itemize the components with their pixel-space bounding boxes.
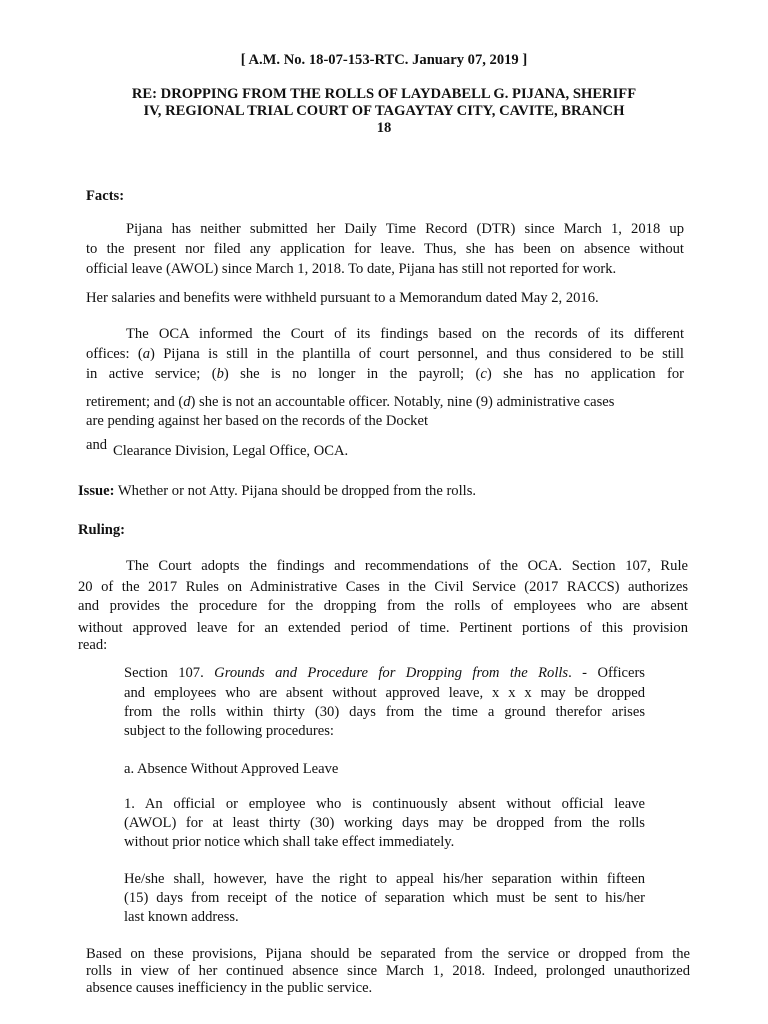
- quote-item-1-line-2: (AWOL) for at least thirty (30) working days may be dropped from the rolls: [124, 815, 645, 831]
- quote-appeal-line-1: He/she shall, however, have the right to appeal his/her separation within fifteen: [124, 871, 645, 887]
- case-title-line-3: 18: [376, 120, 392, 136]
- quote-section-title: Grounds and Procedure for Dropping from the Rolls: [214, 665, 569, 681]
- quote-item-1-line-3: without prior notice which shall take effect immediately.: [124, 834, 455, 850]
- case-title-line-2: IV, REGIONAL TRIAL COURT OF TAGAYTAY CITY, CAVITE, BRANCH: [143, 103, 625, 119]
- quote-line-2: and employees who are absent without approved leave, x x x may be dropped: [124, 685, 645, 701]
- quote-line-4: subject to the following procedures:: [124, 723, 334, 739]
- ruling-p1-line-2: 20 of the 2017 Rules on Administrative Cases in the Civil Service (2017 RACCS) authorizes: [78, 579, 688, 595]
- conclusion-line-2: rolls in view of her continued absence since March 1, 2018. Indeed, prolonged unauthorized: [86, 963, 690, 979]
- conclusion-line-3: absence causes inefficiency in the public service.: [86, 980, 373, 996]
- quote-appeal-line-2: (15) days from receipt of the notice of separation which must be sent to his/her: [124, 890, 645, 906]
- issue-line: [78, 482, 476, 501]
- quote-section-line: Section 107. Grounds and Procedure for Dropping from the Rolls. - Officers: [124, 665, 645, 681]
- facts-p3-and: and: [86, 437, 108, 453]
- quote-item-1-line-1: 1. An official or employee who is continuously absent without official leave: [124, 796, 645, 812]
- facts-p2: Her salaries and benefits were withheld pursuant to a Memorandum dated May 2, 2016.: [86, 290, 599, 306]
- facts-p1-line-3: official leave (AWOL) since March 1, 2018. To date, Pijana has still not reported for work.: [86, 261, 617, 277]
- quote-item-a: a. Absence Without Approved Leave: [124, 761, 339, 777]
- facts-p3-line-3: in active service; (b) she is no longer in the payroll; (c) she has no application for: [86, 366, 684, 382]
- facts-p3-line-5: are pending against her based on the records of the Docket: [86, 413, 429, 429]
- issue-text: Whether or not Atty. Pijana should be dropped from the rolls.: [117, 483, 477, 499]
- quote-line-3: from the rolls within thirty (30) days from the time a ground therefor arises: [124, 704, 645, 720]
- ruling-heading: Ruling:: [78, 522, 126, 538]
- ruling-p1-line-4: without approved leave for an extended period of time. Pertinent portions of this provision: [78, 620, 688, 636]
- ruling-p1-line-1: The Court adopts the findings and recommendations of the OCA. Section 107, Rule: [126, 558, 688, 574]
- facts-heading: Facts:: [86, 188, 125, 204]
- case-citation: [ A.M. No. 18-07-153-RTC. January 07, 2019 ]: [240, 52, 528, 68]
- facts-p3-line-1: The OCA informed the Court of its findings based on the records of its different: [126, 326, 684, 342]
- facts-p3-line-2: offices: (a) Pijana is still in the plantilla of court personnel, and thus considered to be still: [86, 346, 684, 362]
- facts-p3-line-4: retirement; and (d) she is not an accountable officer. Notably, nine (9) administrative cases: [86, 394, 615, 410]
- case-title-line-1: RE: DROPPING FROM THE ROLLS OF LAYDABELL G. PIJANA, SHERIFF: [131, 86, 637, 102]
- quote-appeal-line-3: last known address.: [124, 909, 239, 925]
- ruling-p1-line-3: and provides the procedure for the dropping from the rolls of employees who are absent: [78, 598, 688, 614]
- facts-p1-line-2: to the present nor filed any application for leave. Thus, she has been on absence without: [86, 241, 684, 257]
- facts-p3-line-6: Clearance Division, Legal Office, OCA.: [113, 443, 349, 459]
- ruling-p1-line-5: read:: [78, 637, 108, 653]
- issue-label: Issue:: [78, 483, 115, 499]
- conclusion-line-1: Based on these provisions, Pijana should be separated from the service or dropped from the: [86, 946, 690, 962]
- facts-p1-line-1: Pijana has neither submitted her Daily Time Record (DTR) since March 1, 2018 up: [126, 221, 684, 237]
